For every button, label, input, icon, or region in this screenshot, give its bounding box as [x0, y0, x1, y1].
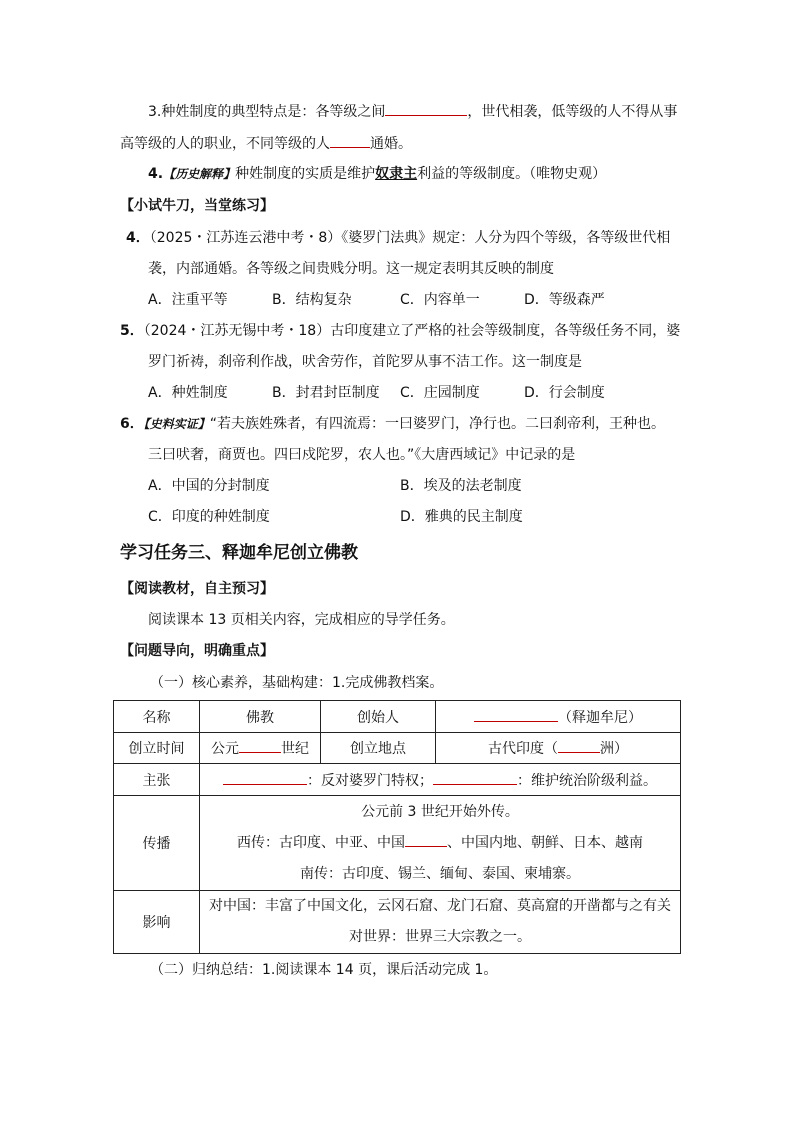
founder-hint: （释迦牟尼） [558, 709, 642, 726]
spread-line-2 [200, 828, 680, 859]
question-5-option-c[interactable]: C．庄园制度 [400, 385, 480, 401]
paragraph-4 [148, 164, 606, 184]
question-6-option-c[interactable]: C．印度的种姓制度 [148, 509, 270, 525]
doctrine-answer-blank-1[interactable] [223, 770, 307, 785]
spread-answer-blank[interactable] [405, 832, 447, 847]
history-explanation-tag: 【历史解释】 [163, 167, 236, 181]
practice-heading: 【小试牛刀，当堂练习】 [120, 198, 274, 214]
question-6-option-a[interactable]: A．中国的分封制度 [148, 478, 270, 494]
paragraph-3-line-1 [148, 101, 677, 122]
question-4-number: 4． [126, 230, 150, 246]
paragraph-4-number: 4. [148, 166, 164, 182]
historical-evidence-tag: 【史料实证】 [143, 417, 210, 431]
table-row-spread [114, 796, 681, 891]
cell-label-doctrine: 主张 [114, 764, 200, 796]
cell-doctrine-value [200, 764, 681, 796]
paragraph-3-text-b: ，世代相袭，低等级的人不得从事 [467, 104, 678, 120]
cell-founding-time-value [200, 733, 321, 764]
question-5-stem-1: （2024・江苏无锡中考・18）古印度建立了严格的社会等级制度，各等级任务不同，婆 [143, 323, 681, 339]
question-6-line-1 [120, 414, 665, 434]
spread-west-a: 西传：古印度、中亚、中国 [237, 834, 405, 851]
table-row-doctrine [114, 764, 681, 796]
task-3-title: 学习任务三、释迦牟尼创立佛教 [120, 543, 358, 563]
cell-founder-value [436, 701, 681, 733]
question-4-option-c[interactable]: C．内容单一 [400, 292, 480, 308]
question-4-option-b[interactable]: B．结构复杂 [272, 292, 352, 308]
question-4-option-a[interactable]: A．注重平等 [148, 292, 228, 308]
spread-line-1: 公元前 3 世纪开始外传。 [361, 803, 519, 820]
question-5-stem-2: 罗门祈祷，刹帝利作战，吠舍劳作，首陀罗从事不洁工作。这一制度是 [148, 354, 582, 370]
spread-line-3: 南传：古印度、锡兰、缅甸、泰国、柬埔寨。 [300, 865, 580, 882]
question-4-stem-2: 袭，内部通婚。各等级之间贵贱分明。这一规定表明其反映的制度 [148, 261, 554, 277]
question-5-option-b[interactable]: B．封君封臣制度 [272, 385, 380, 401]
preview-heading: 【阅读教材，自主预习】 [120, 581, 274, 597]
answer-blank[interactable] [385, 101, 467, 116]
question-6-stem-2: 三曰吠奢，商贾也。四曰戍陀罗，农人也。”《大唐西域记》中记录的是 [148, 447, 576, 463]
continent-answer-blank[interactable] [558, 738, 600, 753]
question-4-option-d[interactable]: D．等级森严 [524, 292, 605, 308]
question-4-stem-1: （2025・江苏连云港中考・8）《婆罗门法典》规定：人分为四个等级，各等级世代相 [149, 230, 671, 246]
question-6-number: 6． [120, 416, 144, 432]
cell-label-name: 名称 [114, 701, 200, 733]
paragraph-3-line-2 [120, 133, 412, 154]
buddhism-archive-table [113, 700, 681, 954]
cell-spread-value [200, 796, 681, 891]
question-5-line-1 [120, 321, 680, 341]
question-6-option-d[interactable]: D．雅典的民主制度 [400, 509, 523, 525]
paragraph-3-text-d: 通婚。 [370, 136, 412, 152]
table-row-name [114, 701, 681, 733]
keyword-slave-owner: 奴隶主 [375, 166, 418, 182]
doctrine-text-b: ：维护统治阶级利益。 [517, 772, 657, 789]
founding-time-suffix: 世纪 [281, 741, 309, 757]
cell-label-founding-place: 创立地点 [321, 733, 436, 764]
question-5-option-a[interactable]: A．种姓制度 [148, 385, 228, 401]
century-answer-blank[interactable] [239, 738, 281, 753]
cell-influence-value [200, 891, 681, 954]
subsection-2-title: （二）归纳总结：1.阅读课本 14 页，课后活动完成 1。 [150, 962, 498, 978]
question-4-line-1 [126, 228, 670, 248]
answer-blank[interactable] [330, 133, 370, 148]
question-6-stem-1: “若夫族姓殊者，有四流焉：一曰婆罗门，净行也。二曰刹帝利，王种也。 [209, 416, 666, 432]
doctrine-text-a: ：反对婆罗门特权； [307, 772, 433, 789]
influence-line-1: 对中国：丰富了中国文化，云冈石窟、龙门石窟、莫高窟的开凿都与之有关 [209, 898, 671, 914]
founding-time-prefix: 公元 [211, 741, 239, 757]
doctrine-answer-blank-2[interactable] [433, 770, 517, 785]
cell-label-spread: 传播 [114, 796, 200, 891]
influence-line-2: 对世界：世界三大宗教之一。 [349, 929, 531, 945]
guide-heading: 【问题导向，明确重点】 [120, 643, 274, 659]
place-suffix: 洲） [600, 741, 628, 757]
cell-name-value: 佛教 [200, 701, 321, 733]
subsection-1-title: （一）核心素养，基础构建：1.完成佛教档案。 [150, 675, 444, 691]
paragraph-4-text-b: 利益的等级制度。（唯物史观） [417, 166, 607, 182]
preview-text: 阅读课本 13 页相关内容，完成相应的导学任务。 [148, 612, 455, 628]
paragraph-3-text-c: 高等级的人的职业，不同等级的人 [120, 136, 330, 152]
spread-west-b: 、中国内地、朝鲜、日本、越南 [447, 834, 643, 851]
question-5-number: 5． [120, 323, 144, 339]
cell-founding-place-value [436, 733, 681, 764]
place-prefix: 古代印度（ [488, 741, 558, 757]
cell-label-founding-time: 创立时间 [114, 733, 200, 764]
cell-label-influence: 影响 [114, 891, 200, 954]
question-5-option-d[interactable]: D．行会制度 [524, 385, 605, 401]
paragraph-3-text-a: 3.种姓制度的典型特点是：各等级之间 [148, 104, 386, 120]
cell-label-founder: 创始人 [321, 701, 436, 733]
paragraph-4-text-a: 种姓制度的实质是维护 [235, 166, 376, 182]
table-row-time [114, 733, 681, 764]
table-row-influence [114, 891, 681, 954]
founder-answer-blank[interactable] [474, 707, 558, 722]
question-6-option-b[interactable]: B．埃及的法老制度 [400, 478, 522, 494]
